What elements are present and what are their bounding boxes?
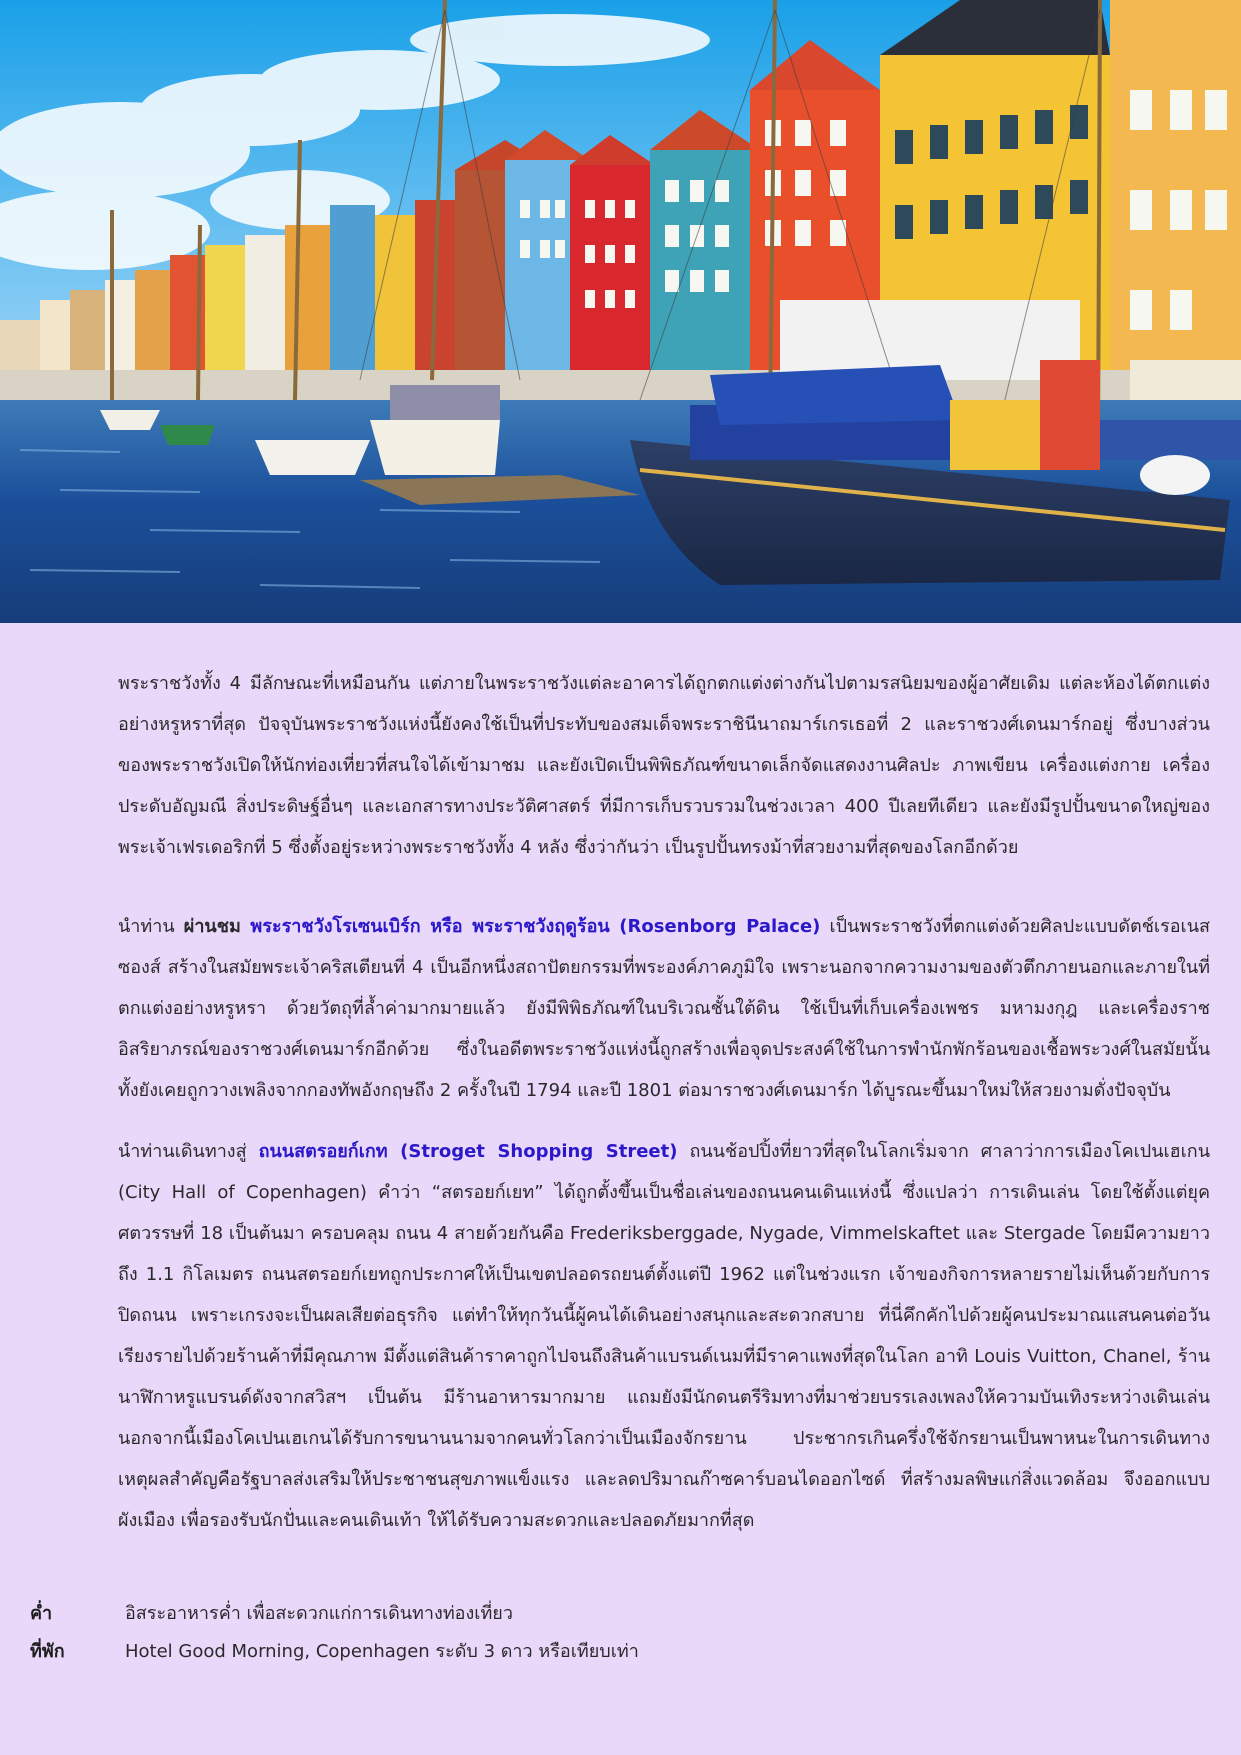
dinner-value: อิสระอาหารค่ำ เพื่อสะดวกแก่การเดินทางท่องเที่ยว xyxy=(125,1602,513,1624)
itinerary-content xyxy=(118,663,1210,1541)
stroget-street-paragraph xyxy=(118,1131,1210,1541)
hotel-value: Hotel Good Morning, Copenhagen ระดับ 3 ดาว หรือเทียบเท่า xyxy=(125,1640,639,1662)
dinner-row xyxy=(30,1593,1210,1631)
paragraph-lead: นำท่าน xyxy=(118,916,184,937)
nyhavn-harbor-illustration xyxy=(0,0,1241,623)
rosenborg-palace-text: เป็นพระราชวังที่ตกแต่งด้วยศิลปะแบบดัตช์เรอเนสซองส์ สร้างในสมัยพระเจ้าคริสเตียนที่ 4 เป็นอีกหนึ่งสถาปัตยกรรมที่พระองค์ภาคภูมิใจ เพราะนอกจากความงามของตัวตึกภายนอกและภายในที่ตกแต่งอย่างหรูหรา ด้วยวัตถุที่ล้ำค่ามากมายแล้ว ยังมีพิพิธภัณฑ์ในบริเวณชั้นใต้ดิน ใช้เป็นที่เก็บเครื่องเพชร มหามงกุฎ และเครื่องราชอิสริยาภรณ์ของราชวงศ์เดนมาร์กอีกด้วย ซึ่งในอดีตพระราชวังแห่งนี้ถูกสร้างเพื่อจุดประสงค์ใช้ในการพำนักพักร้อนของเชื้อพระวงศ์ในสมัยนั้น ทั้งยังเคยถูกวางเพลิงจากกองทัพอังกฤษถึง 2 ครั้งในปี 1794 และปี 1801 ต่อมาราชวงศ์เดนมาร์ก ได้บูรณะขึ้นมาใหม่ให้สวยงามดั่งปัจจุบัน xyxy=(118,916,1210,1101)
visit-action-text: ผ่านชม xyxy=(183,916,241,937)
meal-and-hotel-info xyxy=(30,1593,1210,1669)
hero-image xyxy=(0,0,1241,623)
stroget-street-title: ถนนสตรอยก์เกท (Stroget Shopping Street) xyxy=(258,1141,678,1162)
rosenborg-palace-paragraph xyxy=(118,906,1210,1111)
hotel-label: ที่พัก xyxy=(30,1640,65,1662)
dinner-label: ค่ำ xyxy=(30,1602,53,1624)
rosenborg-palace-title: พระราชวังโรเซนเบิร์ก หรือ พระราชวังฤดูร้อน (Rosenborg Palace) xyxy=(240,916,821,937)
stroget-street-text: ถนนช้อปปิ้งที่ยาวที่สุดในโลกเริ่มจาก ศาลาว่าการเมืองโคเปนเฮเกน (City Hall of Copenhagen) คำว่า “สตรอยก์เยท” ได้ถูกตั้งขึ้นเป็นชื่อเล่นของถนนคนเดินแห่งนี้ ซึ่งแปลว่า การเดินเล่น โดยใช้ตั้งแต่ยุคศตวรรษที่ 18 เป็นต้นมา ครอบคลุม ถนน 4 สายด้วยกันคือ Frederiksberggade, Nygade, Vimmelskaftet และ Stergade โดยมีความยาวถึง 1.1 กิโลเมตร ถนนสตรอยก์เยทถูกประกาศให้เป็นเขตปลอดรถยนต์ตั้งแต่ปี 1962 แต่ในช่วงแรก เจ้าของกิจการหลายรายไม่เห็นด้วยกับการปิดถนน เพราะเกรงจะเป็นผลเสียต่อธุรกิจ แต่ทำให้ทุกวันนี้ผู้คนได้เดินอย่างสนุกและสะดวกสบาย ที่นี่คึกคักไปด้วยผู้คนประมาณแสนคนต่อวัน เรียงรายไปด้วยร้านค้าที่มีคุณภาพ มีตั้งแต่สินค้าราคาถูกไปจนถึงสินค้าแบรนด์เนมที่มีราคาแพงที่สุดในโลก อาทิ Louis Vuitton, Chanel, ร้านนาฬิกาหรูแบรนด์ดังจากสวิสฯ เป็นต้น มีร้านอาหารมากมาย แถมยังมีนักดนตรีริมทางที่มาช่วยบรรเลงเพลงให้ความบันเทิงระหว่างเดินเล่น นอกจากนี้เมืองโคเปนเฮเกนได้รับการขนานนามจากคนทั่วโลกว่าเป็นเมืองจักรยาน ประชากรเกินครึ่งใช้จักรยานเป็นพาหนะในการเดินทาง เหตุผลสำคัญคือรัฐบาลส่งเสริมให้ประชาชนสุขภาพแข็งแรง และลดปริมาณก๊าซคาร์บอนไดออกไซด์ ที่สร้างมลพิษแก่สิ่งแวดล้อม จึงออกแบบผังเมือง เพื่อรองรับนักปั่นและคนเดินเท้า ให้ได้รับความสะดวกและปลอดภัยมากที่สุด xyxy=(118,1141,1210,1531)
hotel-row xyxy=(30,1631,1210,1669)
paragraph-lead: นำท่านเดินทางสู่ xyxy=(118,1141,259,1162)
palace-description-paragraph: พระราชวังทั้ง 4 มีลักษณะที่เหมือนกัน แต่ภายในพระราชวังแต่ละอาคารได้ถูกตกแต่งต่างกันไปตามรสนิยมของผู้อาศัยเดิม แต่ละห้องได้ตกแต่งอย่างหรูหราที่สุด ปัจจุบันพระราชวังแห่งนี้ยังคงใช้เป็นที่ประทับของสมเด็จพระราชินีนาถมาร์เกรเธอที่ 2 และราชวงศ์เดนมาร์กอยู่ ซึ่งบางส่วนของพระราชวังเปิดให้นักท่องเที่ยวที่สนใจได้เข้ามาชม และยังเปิดเป็นพิพิธภัณฑ์ขนาดเล็กจัดแสดงงานศิลปะ ภาพเขียน เครื่องแต่งกาย เครื่องประดับอัญมณี สิ่งประดิษฐ์อื่นๆ และเอกสารทางประวัติศาสตร์ ที่มีการเก็บรวบรวมในช่วงเวลา 400 ปีเลยทีเดียว และยังมีรูปปั้นขนาดใหญ่ของพระเจ้าเฟรเดอริกที่ 5 ซึ่งตั้งอยู่ระหว่างพระราชวังทั้ง 4 หลัง ซึ่งว่ากันว่า เป็นรูปปั้นทรงม้าที่สวยงามที่สุดของโลกอีกด้วย xyxy=(118,673,1210,858)
